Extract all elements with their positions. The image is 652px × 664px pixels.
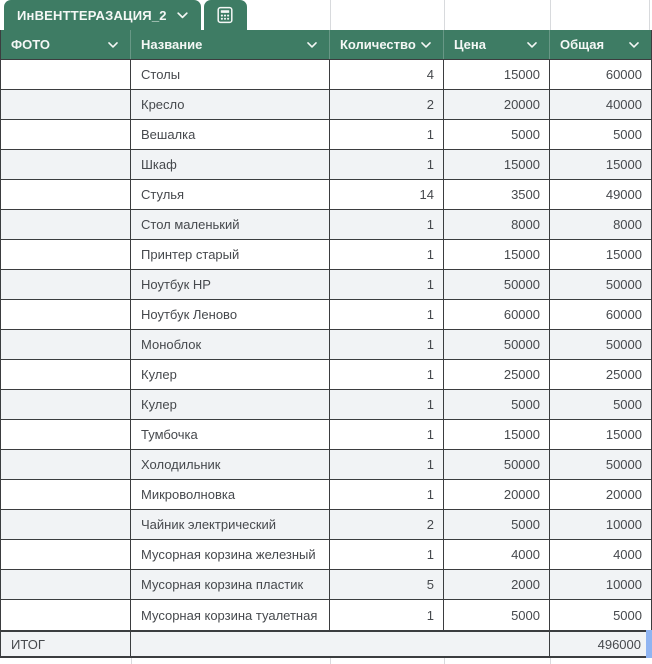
- cell-quantity[interactable]: 14: [330, 180, 444, 209]
- cell-total[interactable]: 5000: [613, 607, 642, 623]
- table-row: [1, 390, 651, 420]
- cell-name[interactable]: Мусорная корзина туалетная: [131, 600, 330, 630]
- table-row: [1, 420, 651, 450]
- cell-price[interactable]: 2000: [444, 570, 550, 599]
- cell-quantity[interactable]: 1: [330, 600, 444, 630]
- column-header-total[interactable]: [550, 30, 651, 59]
- cell-price[interactable]: 20000: [444, 90, 550, 119]
- cell-price[interactable]: 15000: [444, 60, 550, 89]
- chevron-down-icon[interactable]: [527, 42, 537, 48]
- table-row: [1, 300, 651, 330]
- cell-name[interactable]: Ноутбук HP: [131, 270, 330, 299]
- cell-price[interactable]: 50000: [444, 330, 550, 359]
- cell-quantity[interactable]: 1: [330, 360, 444, 389]
- table-header-row: [1, 30, 651, 60]
- cell-total[interactable]: 25000: [605, 367, 642, 382]
- table-row: [1, 240, 651, 270]
- cell-total[interactable]: 50000: [605, 337, 642, 352]
- cell-total[interactable]: 20000: [605, 487, 642, 502]
- column-header-quantity[interactable]: [330, 30, 444, 59]
- chevron-down-icon[interactable]: [177, 12, 188, 19]
- chevron-down-icon[interactable]: [421, 42, 431, 48]
- cell-quantity[interactable]: 1: [330, 240, 444, 269]
- cell-price[interactable]: 60000: [444, 300, 550, 329]
- cell-quantity[interactable]: 5: [330, 570, 444, 599]
- cell-price[interactable]: 4000: [444, 540, 550, 569]
- cell-name[interactable]: Шкаф: [131, 150, 330, 179]
- cell-name[interactable]: Кулер: [131, 360, 330, 389]
- cell-quantity[interactable]: 1: [330, 540, 444, 569]
- cell-quantity[interactable]: 2: [330, 90, 444, 119]
- table-body: [1, 60, 651, 630]
- column-header-label: Цена: [454, 37, 486, 52]
- cell-price[interactable]: 50000: [444, 270, 550, 299]
- grid-line: [550, 0, 551, 30]
- cell-photo[interactable]: [1, 510, 131, 539]
- cell-photo[interactable]: [1, 600, 131, 630]
- column-header-label: Общая: [560, 37, 605, 52]
- table-row: [1, 120, 651, 150]
- inventory-table: [0, 30, 652, 658]
- column-header-label: ФОТО: [11, 37, 50, 52]
- sheet-tab-label: ИнВЕНТТЕРАЗАЦИЯ_2: [17, 7, 167, 23]
- column-header-name[interactable]: [131, 30, 330, 59]
- cell-photo[interactable]: [1, 60, 131, 89]
- cell-name[interactable]: Столы: [131, 60, 330, 89]
- table-footer-row: [1, 630, 651, 658]
- cell-name[interactable]: Стол маленький: [131, 210, 330, 239]
- cell-quantity[interactable]: 1: [330, 120, 444, 149]
- table-row: [1, 540, 651, 570]
- cell-price[interactable]: 5000: [444, 600, 550, 630]
- cell-name[interactable]: Ноутбук Леново: [131, 300, 330, 329]
- cell-total[interactable]: 15000: [605, 247, 642, 262]
- cell-photo[interactable]: [1, 390, 131, 419]
- cell-name[interactable]: Микроволновка: [131, 480, 330, 509]
- cell-price[interactable]: 15000: [444, 240, 550, 269]
- cell-quantity[interactable]: 1: [330, 210, 444, 239]
- cell-photo[interactable]: [1, 240, 131, 269]
- column-header-price[interactable]: [444, 30, 550, 59]
- calculator-icon: [216, 6, 234, 24]
- column-header-photo[interactable]: [1, 30, 131, 59]
- footer-label-cell[interactable]: [1, 632, 131, 656]
- cell-name[interactable]: Тумбочка: [131, 420, 330, 449]
- cell-quantity[interactable]: 1: [330, 270, 444, 299]
- cell-name[interactable]: Вешалка: [131, 120, 330, 149]
- footer-total-value: 496000: [597, 636, 641, 652]
- grid-line: [550, 658, 551, 664]
- table-row: [1, 180, 651, 210]
- cell-photo[interactable]: [1, 120, 131, 149]
- chevron-down-icon[interactable]: [629, 42, 639, 48]
- cell-photo[interactable]: [1, 540, 131, 569]
- cell-photo[interactable]: [1, 360, 131, 389]
- cell-name[interactable]: Холодильник: [131, 450, 330, 479]
- bottom-strip: [0, 658, 652, 664]
- grid-line: [131, 658, 132, 664]
- cell-total[interactable]: 5000: [613, 397, 642, 412]
- table-row: [1, 150, 651, 180]
- cell-total[interactable]: 60000: [605, 67, 642, 82]
- cell-total[interactable]: 15000: [605, 427, 642, 442]
- cell-photo[interactable]: [1, 570, 131, 599]
- footer-merged-cell[interactable]: [131, 632, 550, 656]
- calculator-tab[interactable]: [204, 0, 247, 30]
- cell-photo[interactable]: [1, 150, 131, 179]
- cell-total[interactable]: 60000: [605, 307, 642, 322]
- grid-line: [444, 0, 445, 30]
- table-row: [1, 480, 651, 510]
- cell-photo[interactable]: [1, 300, 131, 329]
- selection-highlight: [646, 630, 652, 658]
- cell-photo[interactable]: [1, 270, 131, 299]
- cell-total[interactable]: 50000: [605, 277, 642, 292]
- cell-total[interactable]: 49000: [605, 187, 642, 202]
- cell-photo[interactable]: [1, 480, 131, 509]
- cell-total[interactable]: 15000: [605, 157, 642, 172]
- table-row: [1, 600, 651, 630]
- table-row: [1, 60, 651, 90]
- cell-price[interactable]: 3500: [444, 180, 550, 209]
- column-header-label: Количество: [340, 37, 416, 52]
- table-row: [1, 330, 651, 360]
- grid-line: [330, 658, 331, 664]
- cell-name[interactable]: Мусорная корзина пластик: [131, 570, 330, 599]
- cell-quantity[interactable]: 2: [330, 510, 444, 539]
- table-row: [1, 270, 651, 300]
- cell-quantity[interactable]: 4: [330, 60, 444, 89]
- cell-name[interactable]: Принтер старый: [131, 240, 330, 269]
- cell-photo[interactable]: [1, 450, 131, 479]
- grid-line: [649, 0, 650, 30]
- cell-name[interactable]: Кулер: [131, 390, 330, 419]
- sheet-tab[interactable]: [4, 0, 201, 30]
- cell-price[interactable]: 5000: [444, 510, 550, 539]
- cell-quantity[interactable]: 1: [330, 330, 444, 359]
- table-row: [1, 450, 651, 480]
- cell-quantity[interactable]: 1: [330, 420, 444, 449]
- cell-price[interactable]: 5000: [444, 120, 550, 149]
- cell-total[interactable]: 50000: [605, 457, 642, 472]
- grid-line: [330, 0, 331, 30]
- cell-price[interactable]: 5000: [444, 390, 550, 419]
- cell-quantity[interactable]: 1: [330, 300, 444, 329]
- cell-total[interactable]: 4000: [613, 547, 642, 562]
- cell-total[interactable]: 8000: [613, 217, 642, 232]
- footer-label: ИТОГ: [11, 636, 45, 652]
- cell-price[interactable]: 15000: [444, 150, 550, 179]
- cell-price[interactable]: 8000: [444, 210, 550, 239]
- chevron-down-icon[interactable]: [108, 42, 118, 48]
- cell-price[interactable]: 50000: [444, 450, 550, 479]
- table-row: [1, 570, 651, 600]
- cell-quantity[interactable]: 1: [330, 150, 444, 179]
- cell-total[interactable]: 10000: [605, 517, 642, 532]
- cell-quantity[interactable]: 1: [330, 390, 444, 419]
- table-row: [1, 510, 651, 540]
- cell-photo[interactable]: [1, 210, 131, 239]
- cell-price[interactable]: 25000: [444, 360, 550, 389]
- cell-photo[interactable]: [1, 180, 131, 209]
- cell-price[interactable]: 15000: [444, 420, 550, 449]
- cell-photo[interactable]: [1, 330, 131, 359]
- cell-total[interactable]: 5000: [613, 127, 642, 142]
- cell-name[interactable]: Стулья: [131, 180, 330, 209]
- table-row: [1, 360, 651, 390]
- cell-name[interactable]: Кресло: [131, 90, 330, 119]
- cell-name[interactable]: Чайник электрический: [131, 510, 330, 539]
- table-row: [1, 90, 651, 120]
- cell-total[interactable]: 10000: [605, 577, 642, 592]
- cell-quantity[interactable]: 1: [330, 480, 444, 509]
- chevron-down-icon[interactable]: [307, 42, 317, 48]
- cell-total[interactable]: 40000: [605, 97, 642, 112]
- cell-name[interactable]: Мусорная корзина железный: [131, 540, 330, 569]
- cell-name[interactable]: Моноблок: [131, 330, 330, 359]
- table-row: [1, 210, 651, 240]
- tab-strip: [0, 0, 652, 30]
- footer-total-cell[interactable]: [550, 632, 651, 656]
- cell-photo[interactable]: [1, 90, 131, 119]
- cell-price[interactable]: 20000: [444, 480, 550, 509]
- cell-quantity[interactable]: 1: [330, 450, 444, 479]
- column-header-label: Название: [141, 37, 203, 52]
- grid-line: [444, 658, 445, 664]
- cell-photo[interactable]: [1, 420, 131, 449]
